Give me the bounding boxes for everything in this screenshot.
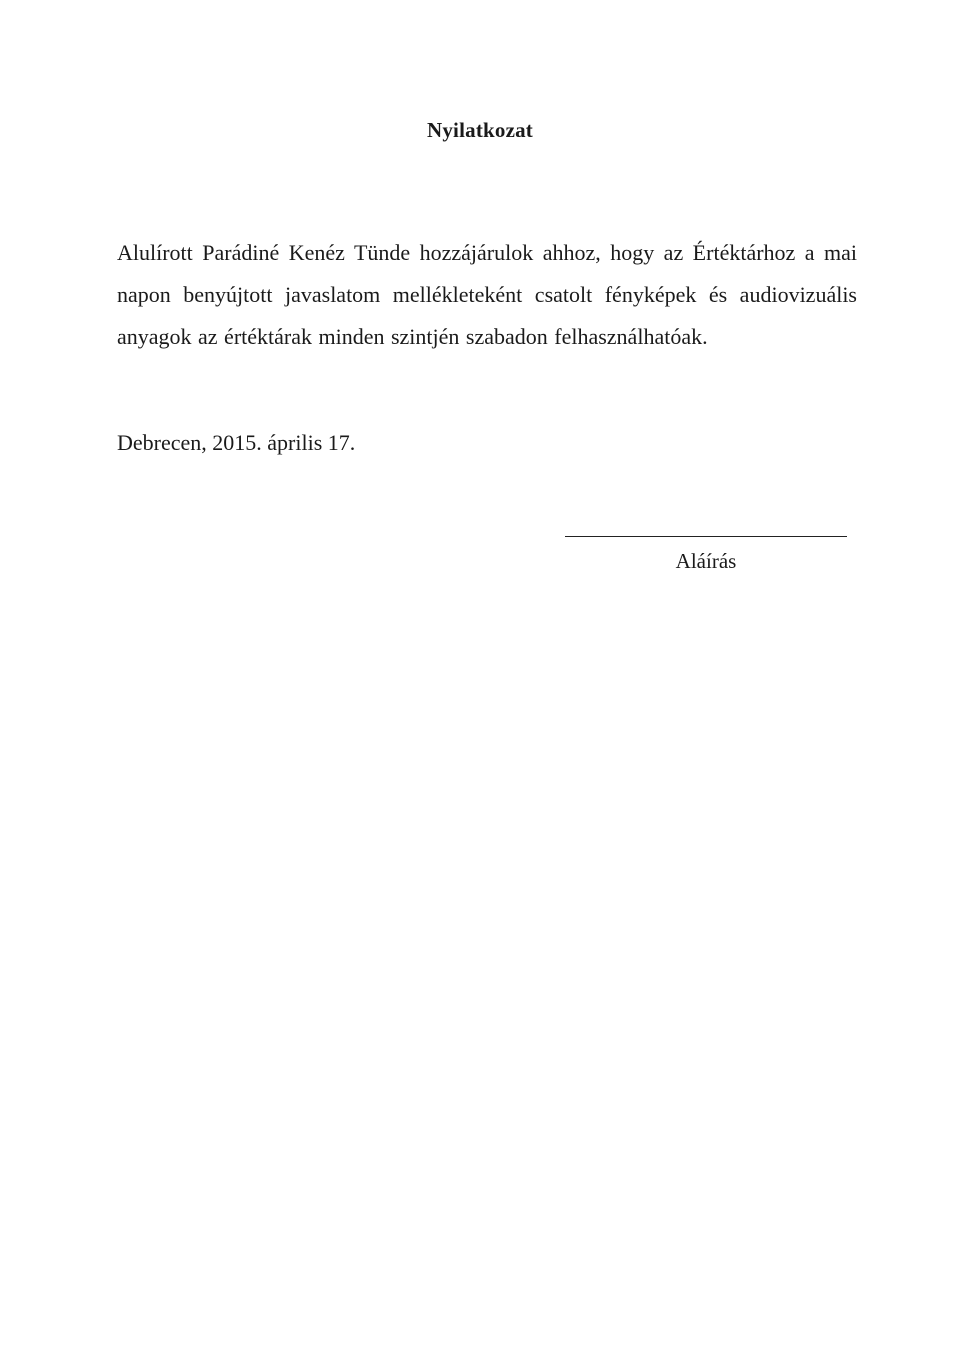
signature-line: [565, 536, 847, 537]
document-title: Nyilatkozat: [426, 118, 534, 142]
signature-label: Aláírás: [675, 549, 737, 573]
paragraph-line-1: Alulírott Parádiné Kenéz Tünde hozzájárulok ahhoz, hogy az Értéktárhoz a mai: [117, 240, 857, 265]
place-date-line: Debrecen, 2015. április 17.: [117, 430, 356, 455]
declaration-paragraph: [117, 232, 857, 358]
signature-block: [565, 536, 847, 574]
paragraph-line-3: anyagok az értéktárak minden szintjén szabadon felhasználhatóak.: [117, 324, 708, 349]
paragraph-line-2: napon benyújtott javaslatom mellékleteként csatolt fényképek és audiovizuális: [117, 282, 857, 307]
